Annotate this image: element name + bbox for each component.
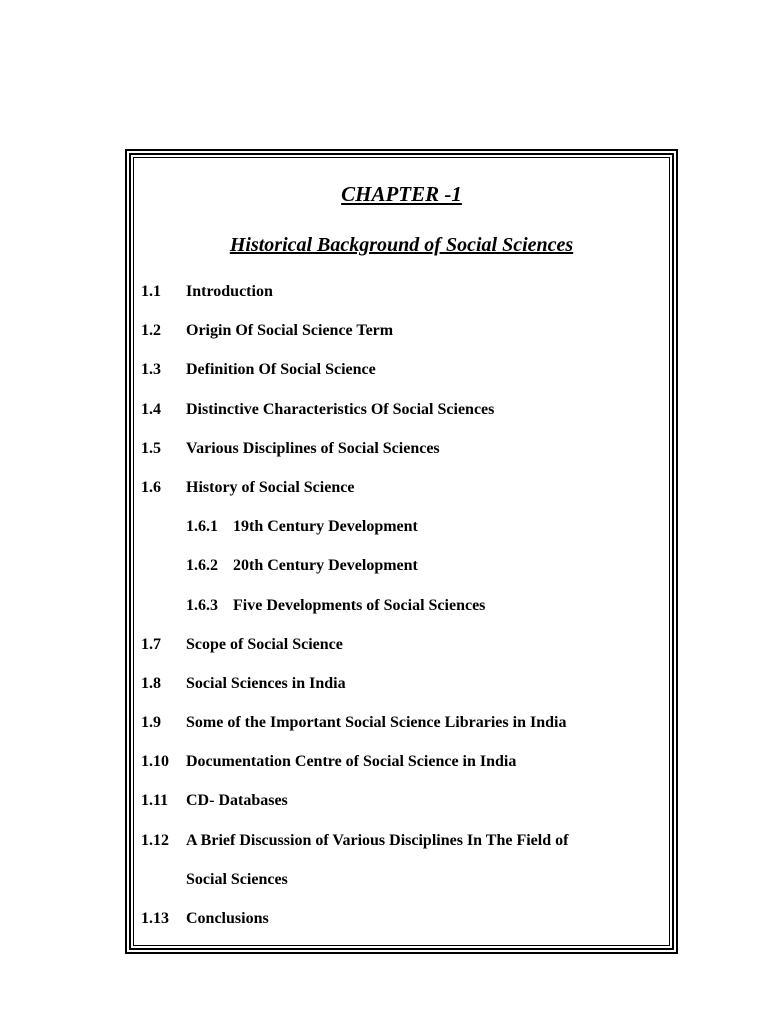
toc-entry-title: 19th Century Development [233,518,418,536]
toc-entry [141,398,661,437]
toc-entry [141,437,661,476]
toc-entry-title: Five Developments of Social Sciences [233,596,486,614]
toc-entry-title: Origin Of Social Science Term [186,322,394,340]
toc-entry-title: Some of the Important Social Science Libraries in India [186,714,567,732]
toc-entry [141,554,661,593]
toc-entry-number: 1.5 [141,439,161,457]
toc-entry-number: 1.2 [141,322,161,340]
toc-entry [141,515,661,554]
toc-entry [141,280,661,319]
toc-entry-number: 1.1 [141,283,161,300]
toc-entry-title: Distinctive Characteristics Of Social Sciences [186,400,495,418]
toc-entry-number: 1.9 [141,714,161,732]
toc-entry-title: Documentation Centre of Social Science in India [186,753,517,771]
toc-entry-title: Introduction [186,283,273,300]
toc-entry-number: 1.6.3 [186,596,218,614]
toc-entry-continuation [141,868,661,907]
toc-entry-number: 1.11 [141,792,169,810]
toc-entry [141,750,661,789]
toc-entry-title: A Brief Discussion of Various Disciplines In The Field of [186,831,569,849]
chapter-title: CHAPTER -1 [341,182,462,206]
toc-entry [141,594,661,633]
toc-entry-title: Social Sciences in India [186,674,346,692]
toc-entry [141,319,661,358]
toc-entry-title: Definition Of Social Science [186,361,376,379]
toc-entry-title: History of Social Science [186,478,355,496]
toc-entry [141,476,661,515]
toc-entry-title: Scope of Social Science [186,635,343,653]
toc-entry-title: Conclusions [186,910,269,927]
toc-entry-number: 1.6.2 [186,557,218,575]
toc-entry [141,789,661,828]
toc-entry-number: 1.4 [141,400,161,418]
toc-entry-number: 1.3 [141,361,161,379]
toc-entry [141,711,661,750]
toc-entry [141,358,661,397]
toc-entry-number: 1.6.1 [186,518,218,536]
chapter-subtitle: Historical Background of Social Sciences [229,234,574,256]
table-of-contents [141,280,661,946]
toc-entry-title: 20th Century Development [233,557,418,575]
toc-entry [141,672,661,711]
toc-entry-number: 1.13 [141,910,169,927]
toc-entry [141,907,661,946]
toc-entry-number: 1.12 [141,831,169,849]
toc-entry [141,633,661,672]
toc-entry-title: Social Sciences [186,870,288,888]
toc-entry-number: 1.8 [141,674,161,692]
toc-entry [141,829,661,868]
toc-entry-number: 1.10 [141,753,169,771]
toc-entry-title: Various Disciplines of Social Sciences [186,439,440,457]
toc-entry-number: 1.7 [141,635,161,653]
toc-entry-number: 1.6 [141,478,161,496]
toc-entry-title: CD- Databases [186,792,288,810]
